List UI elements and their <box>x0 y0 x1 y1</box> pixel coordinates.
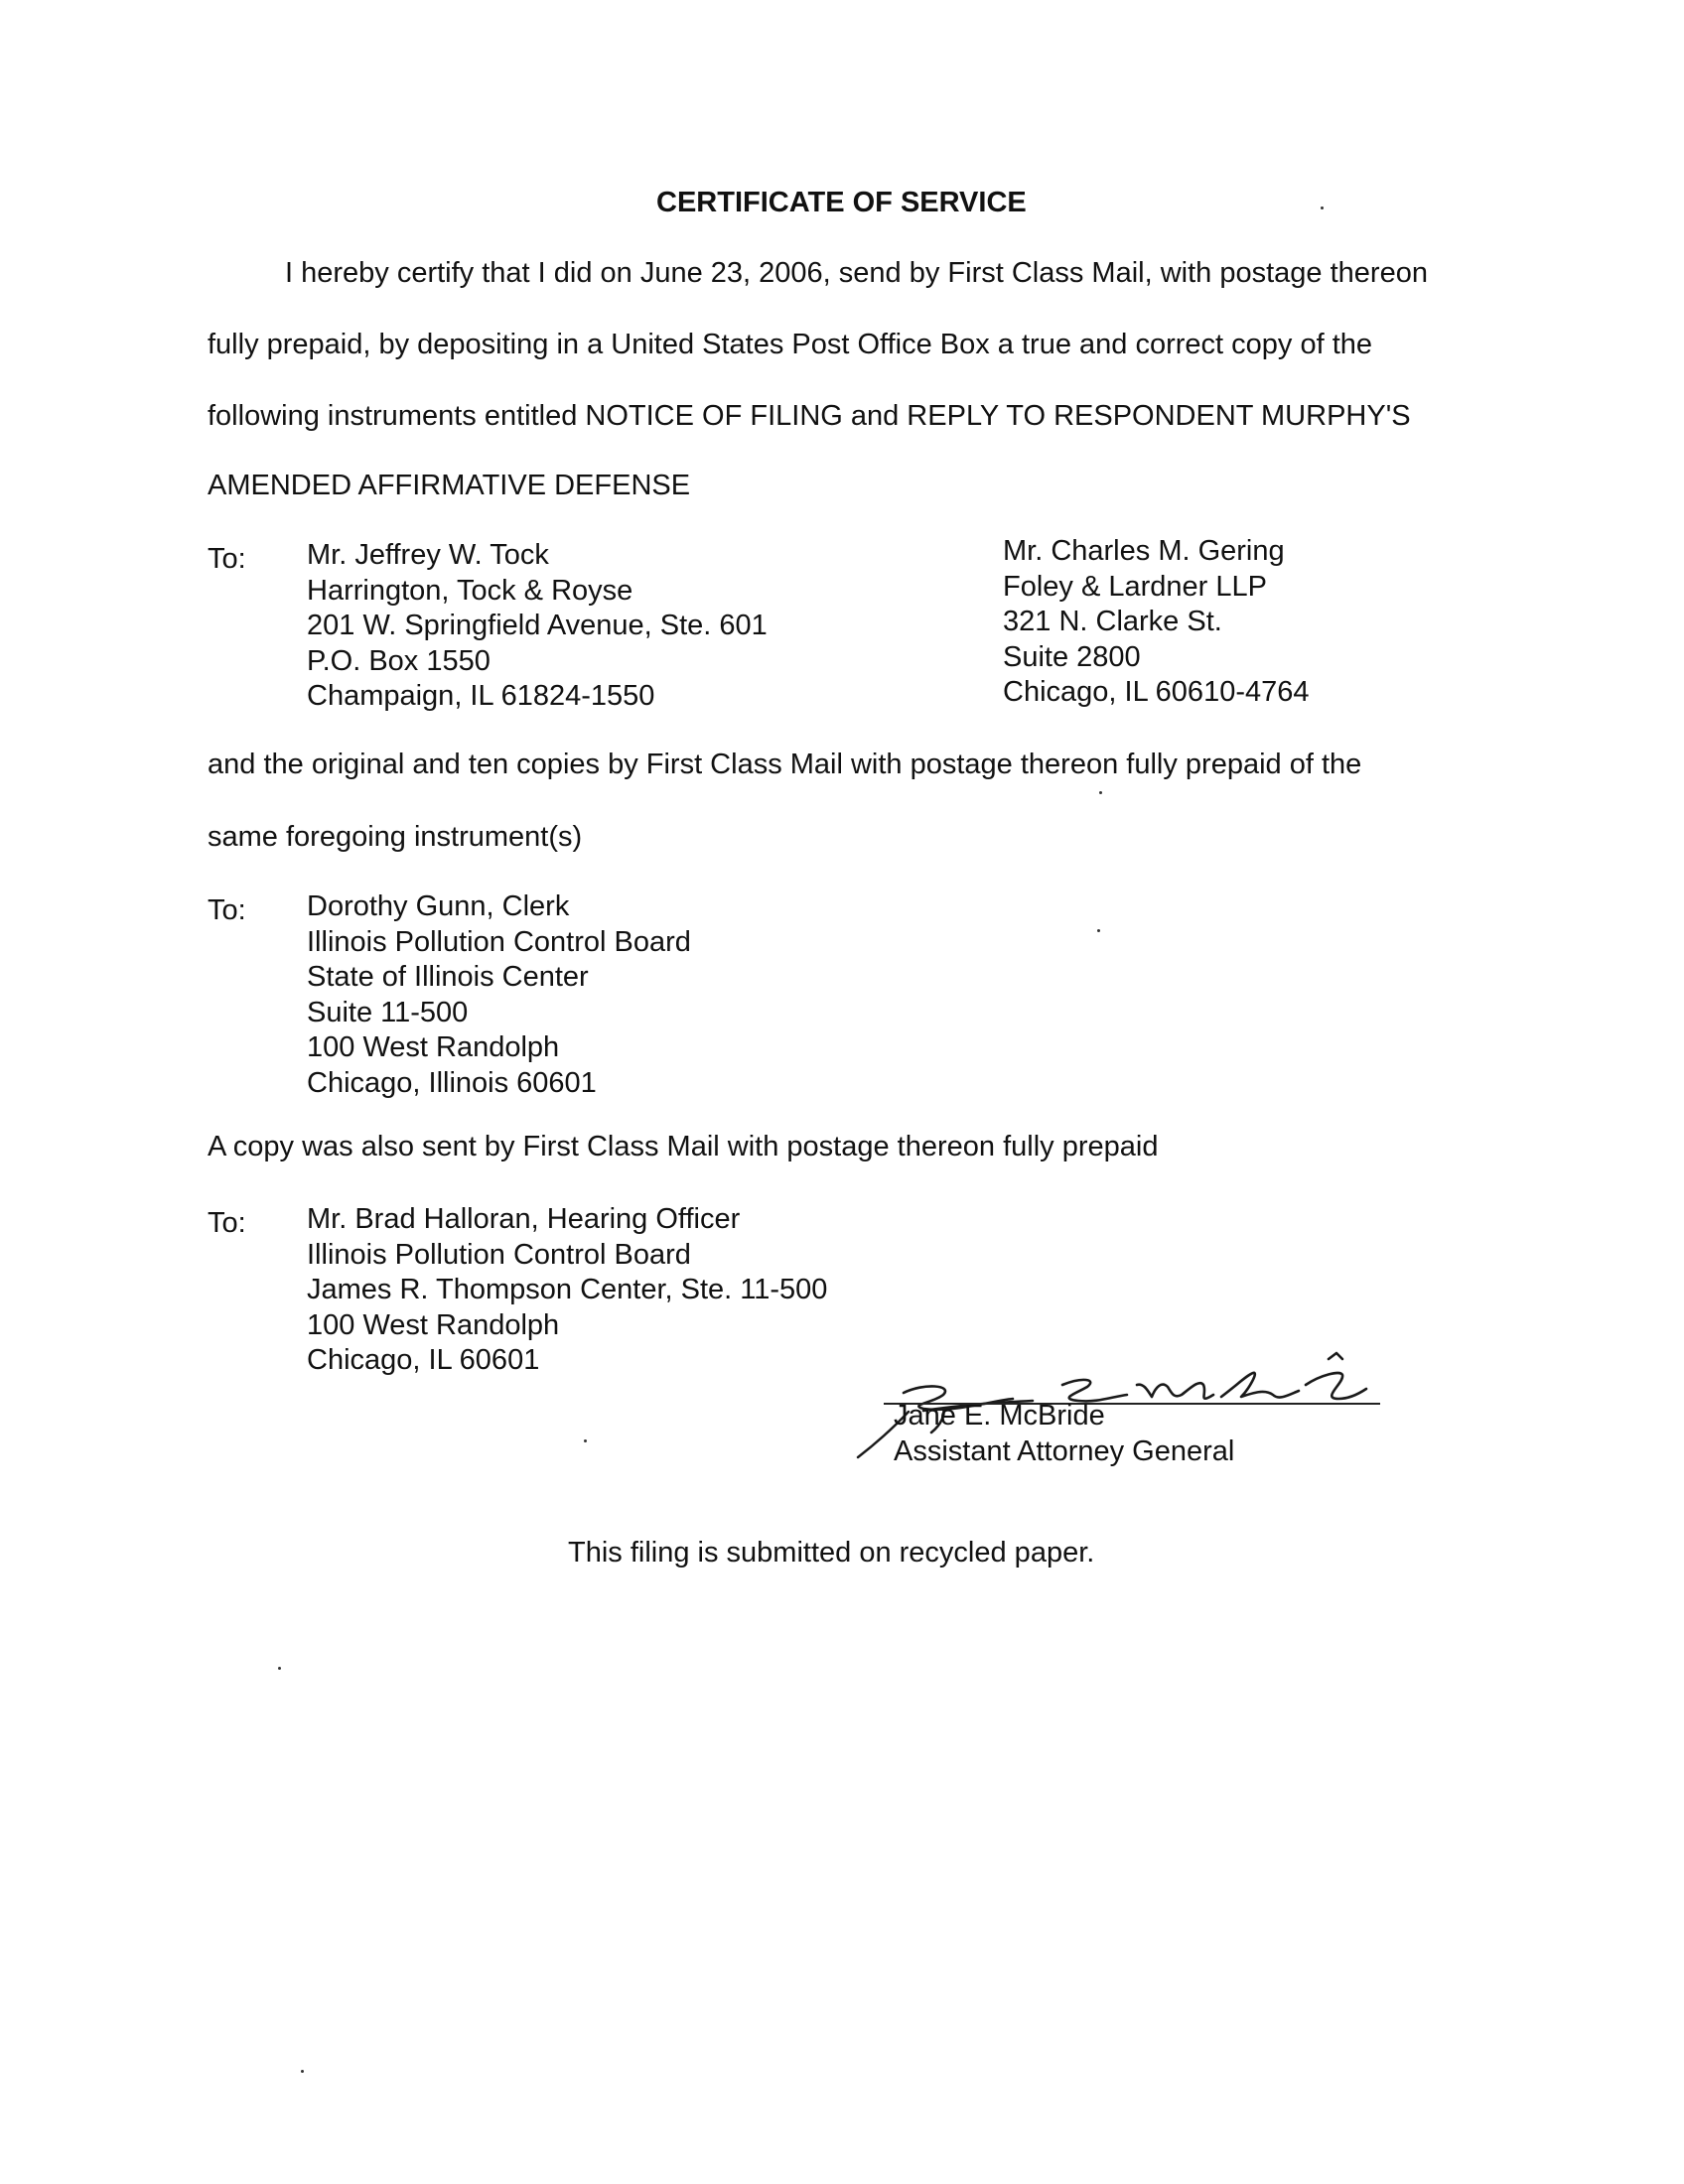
address-line: 100 West Randolph <box>307 1031 560 1063</box>
footer-note: This filing is submitted on recycled paper. <box>568 1537 1095 1569</box>
scan-speck <box>584 1439 587 1442</box>
address-line: Dorothy Gunn, Clerk <box>307 890 570 922</box>
recipient-block-halloran <box>307 1202 827 1379</box>
recipient-block-tock <box>307 538 768 715</box>
address-line: Harrington, Tock & Royse <box>307 574 633 607</box>
address-line: Illinois Pollution Control Board <box>307 925 691 958</box>
body-line-4: AMENDED AFFIRMATIVE DEFENSE <box>208 470 691 501</box>
document-title: CERTIFICATE OF SERVICE <box>656 187 1027 218</box>
body-line-3: following instruments entitled NOTICE OF FILING and REPLY TO RESPONDENT MURPHY'S <box>208 400 1411 432</box>
scan-speck <box>1099 791 1102 794</box>
address-line: Mr. Jeffrey W. Tock <box>307 539 549 571</box>
to-label-1: To: <box>208 543 246 575</box>
address-line: Mr. Brad Halloran, Hearing Officer <box>307 1203 741 1235</box>
address-line: Foley & Lardner LLP <box>1003 570 1267 603</box>
middle-line-2: same foregoing instrument(s) <box>208 821 583 853</box>
address-line: Suite 2800 <box>1003 640 1141 673</box>
address-line: 100 West Randolph <box>307 1308 560 1341</box>
recipient-block-gunn <box>307 889 691 1101</box>
body-line-2: fully prepaid, by depositing in a United States Post Office Box a true and correct copy of the <box>208 329 1373 360</box>
address-line: Mr. Charles M. Gering <box>1003 535 1285 567</box>
address-line: P.O. Box 1550 <box>307 644 491 677</box>
to-label-2: To: <box>208 894 246 926</box>
copy-line: A copy was also sent by First Class Mail with postage thereon fully prepaid <box>208 1131 1159 1162</box>
address-line: Chicago, Illinois 60601 <box>307 1066 597 1099</box>
address-line: Suite 11-500 <box>307 996 469 1028</box>
scan-speck <box>278 1667 281 1670</box>
address-line: Champaign, IL 61824-1550 <box>307 680 655 712</box>
address-line: Chicago, IL 60610-4764 <box>1003 676 1310 708</box>
address-line: Chicago, IL 60601 <box>307 1344 540 1376</box>
body-line-1: I hereby certify that I did on June 23, 2006, send by First Class Mail, with postage thereon <box>285 257 1428 289</box>
middle-line-1: and the original and ten copies by First Class Mail with postage thereon fully prepaid of the <box>208 749 1362 780</box>
scan-speck <box>1097 929 1100 932</box>
address-line: 201 W. Springfield Avenue, Ste. 601 <box>307 610 768 641</box>
signer-name: Jane E. McBride <box>894 1400 1105 1432</box>
recipient-block-gering <box>1003 534 1310 711</box>
signature-block <box>894 1399 1234 1469</box>
to-label-3: To: <box>208 1207 246 1239</box>
scan-speck <box>1321 206 1324 209</box>
address-line: James R. Thompson Center, Ste. 11-500 <box>307 1274 828 1305</box>
address-line: Illinois Pollution Control Board <box>307 1238 691 1271</box>
scan-speck <box>301 2070 304 2073</box>
signer-role: Assistant Attorney General <box>894 1434 1235 1467</box>
address-line: State of Illinois Center <box>307 961 589 993</box>
address-line: 321 N. Clarke St. <box>1003 606 1222 637</box>
